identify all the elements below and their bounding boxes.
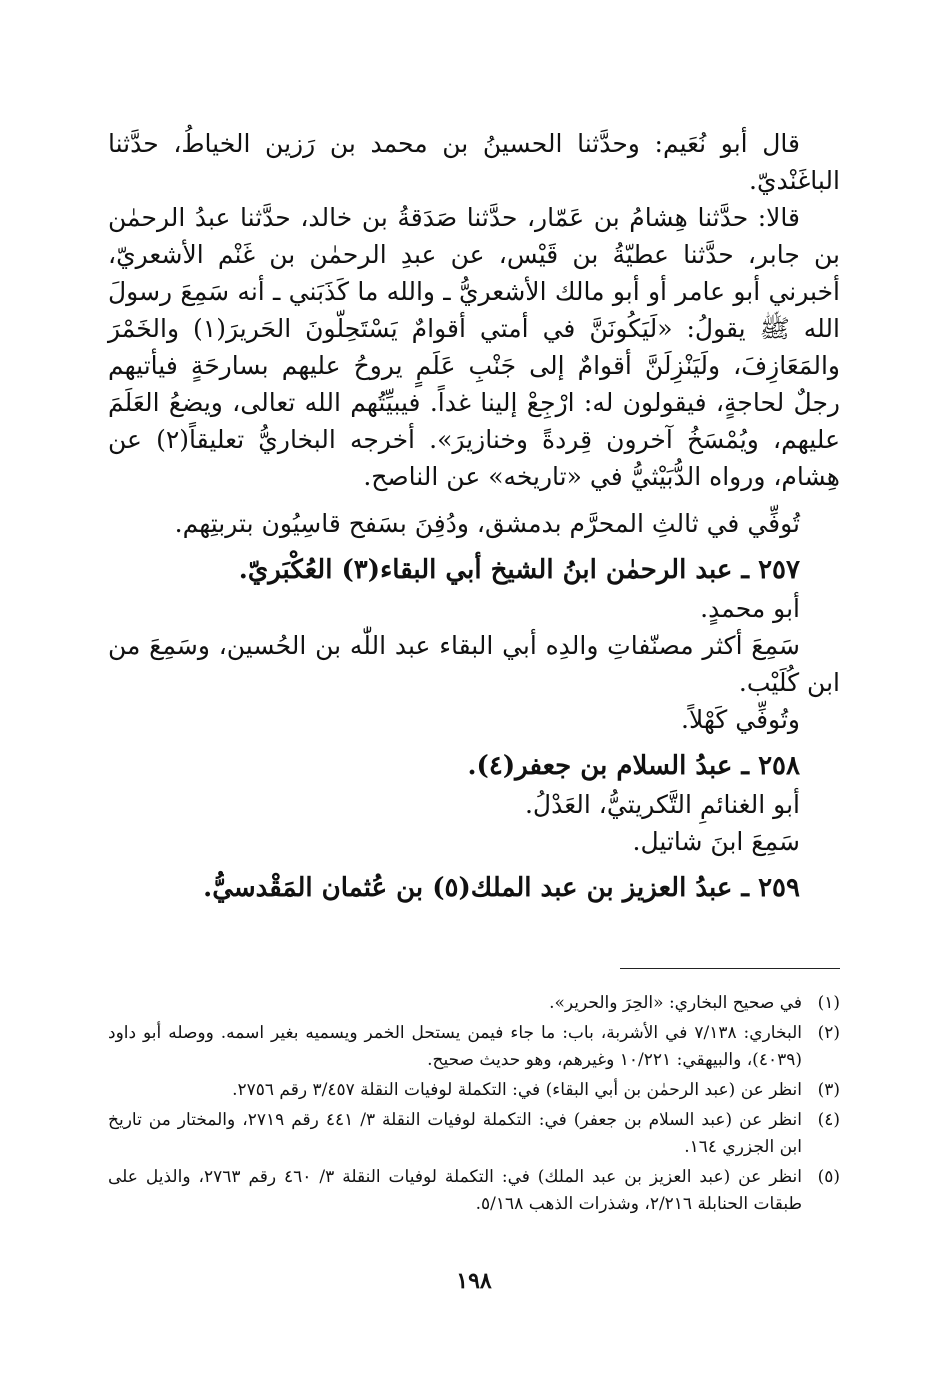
entry-258-hearing: سَمِعَ ابنَ شاتيل. <box>632 827 800 856</box>
footnote-number: (١) <box>817 993 840 1013</box>
entry-258-title: ٢٥٨ ـ عبدُ السلام بن جعفر(٤). <box>467 751 800 781</box>
footnote-number: (٢) <box>817 1023 840 1043</box>
footnote-5 <box>108 1164 840 1218</box>
entry-257-kunya: أبو محمدٍ. <box>700 594 800 623</box>
footnote-text: في صحيح البخاري: «الحِرَ والحرير». <box>549 993 802 1013</box>
footnote-text: البخاري: ٧/١٣٨ في الأشربة، باب: ما جاء فيمن يستحل الخمر ويسميه بغير اسمه. ووصله أبو داود (٤٠٣٩)، والبيهقي: ١٠/٢٢١ وغيرهم، وهو حديث صحيح. <box>108 1023 802 1070</box>
footnotes <box>108 990 840 1221</box>
footnote-separator <box>620 968 840 969</box>
footnote-4 <box>108 1107 840 1161</box>
paragraph-death-note: تُوفِّي في ثالثِ المحرَّم بدمشق، ودُفِنَ بسَفح قاسِيُون بتربتِهم. <box>174 509 800 538</box>
footnote-text: انظر عن (عبد الرحمٰن بن أبي البقاء) في: التكملة لوفيات النقلة ٣/٤٥٧ رقم ٢٧٥٦. <box>232 1080 802 1100</box>
entry-257-title: ٢٥٧ ـ عبد الرحمٰن ابنُ الشيخ أبي البقاء(٣) العُكْبَريّ. <box>238 555 800 585</box>
entry-257-death: وتُوفِّي كَهْلاً. <box>681 705 800 734</box>
entry-259-title: ٢٥٩ ـ عبدُ العزيز بن عبد الملك(٥) بن عُثمان المَقْدسيُّ. <box>203 873 800 903</box>
main-text <box>108 125 840 908</box>
footnote-3 <box>108 1077 840 1104</box>
footnote-text: انظر عن (عبد السلام بن جعفر) في: التكملة لوفيات النقلة ٣/ ٤٤١ رقم ٢٧١٩، والمختار من تاريخ ابن الجزري ١٦٤. <box>108 1110 802 1157</box>
footnote-1 <box>108 990 840 1017</box>
paragraph-hadith: قالا: حدَّثنا هِشامُ بن عَمّار، حدَّثنا صَدَقةُ بن خالد، حدَّثنا عبدُ الرحمٰن بن جابر، حدَّثنا عطيّةُ بن قَيْس، عن عبدِ الرحمٰن بن غَنْم الأشعريّ، أخبرني أبو عامر أو أبو مالك الأشعريُّ ـ والله ما كَذَبَني ـ أنه سَمِعَ رسولَ الله ﷺ يقولُ: «لَيَكُونَنَّ في أمتي أقوامٌ يَسْتَحِلّونَ الحَريرَ(١) والخَمْرَ والمَعَازِفَ، ولَيَنْزِلَنَّ أقوامٌ إلى جَنْبِ عَلَمٍ يروحُ عليهم بسارحَةٍ فيأتيهم رجلٌ لحاجةٍ، فيقولون له: ارْجِعْ إلينا غداً. فيبيِّتُهم الله تعالى، ويضعُ العَلَمَ عليهم، ويُمْسَخُ آخرون قِردةً وخنازيرَ». أخرجه البخاريُّ تعليقاً(٢) عن هِشام، ورواه الدُّبَيْثيُّ في «تاريخه» عن الناصح. <box>108 203 840 491</box>
page-number: ١٩٨ <box>456 1268 492 1294</box>
footnote-number: (٤) <box>817 1110 840 1130</box>
footnote-2 <box>108 1020 840 1074</box>
footnote-number: (٥) <box>817 1167 840 1187</box>
footnote-text: انظر عن (عبد العزيز بن عبد الملك) في: التكملة لوفيات النقلة ٣/ ٤٦٠ رقم ٢٧٦٣، والذيل على طبقات الحنابلة ٢/٢١٦، وشذرات الذهب ٥/١٦٨. <box>108 1167 802 1214</box>
footnote-number: (٣) <box>817 1080 840 1100</box>
entry-258-kunya: أبو الغنائمِ التَّكريتيُّ، العَدْلُ. <box>524 790 800 819</box>
entry-257-hearing: سَمِعَ أكثر مصنّفاتِ والدِه أبي البقاء عبد اللّٰه بن الحُسين، وسَمِعَ من ابن كُلَيْب. <box>108 631 840 697</box>
paragraph-narration-abu-nuaym: قال أبو نُعَيم: وحدَّثنا الحسينُ بن محمد بن رَزين الخياطُ، حدَّثنا الباغَنْديّ. <box>108 129 840 195</box>
